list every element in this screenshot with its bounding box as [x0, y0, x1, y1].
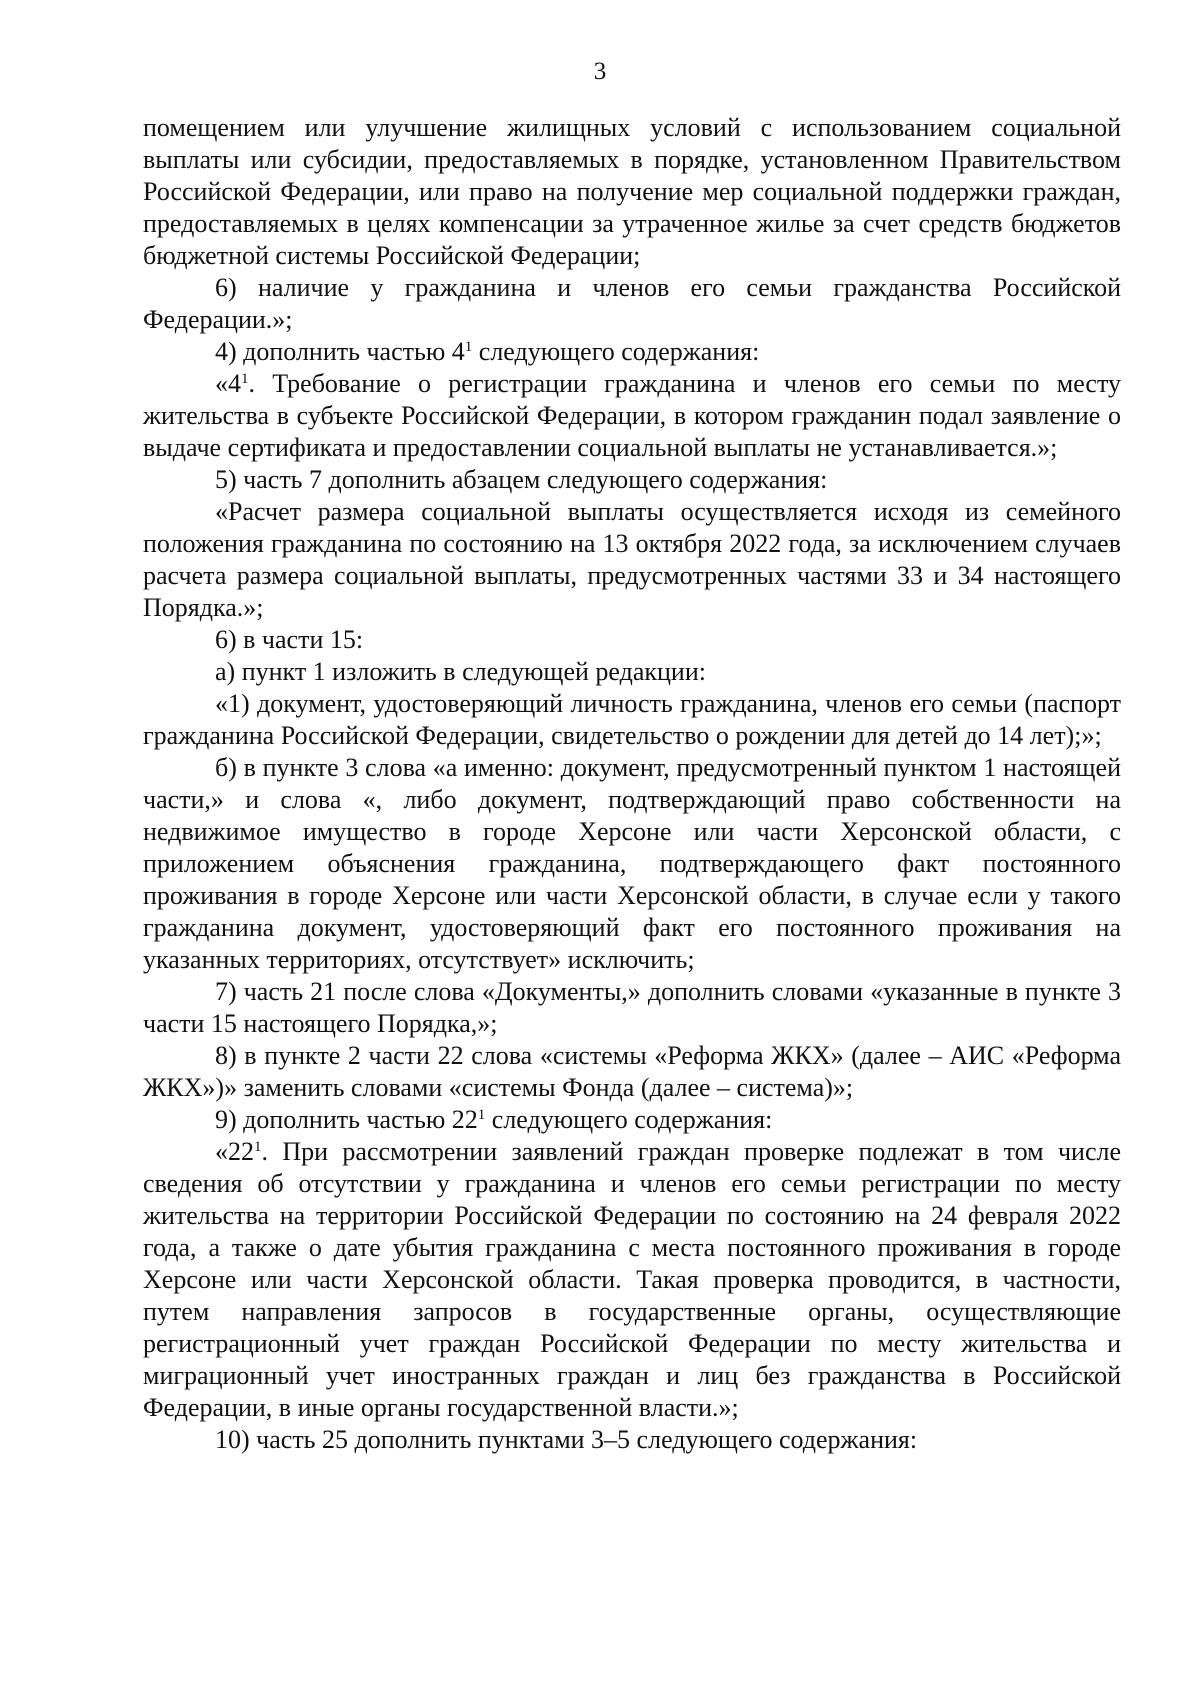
- paragraph: [143, 656, 1121, 688]
- paragraph-text: 4) дополнить частью 4: [215, 337, 465, 366]
- paragraph: [143, 112, 1121, 272]
- paragraph-text: б) в пункте 3 слова «а именно: документ, предусмотренный пунктом 1 настоящей части,» и слова «, либо документ, подтверждающий право собственности на недвижимое имущество в городе Херсоне или части Херсонской области, с приложением объяснения гражданина, подтверждающего факт постоянного проживания в городе Херсоне или части Херсонской области, в случае если у такого гражданина документ, удостоверяющий факт его постоянного проживания на указанных территориях, отсутствует» исключить;: [143, 753, 1121, 974]
- paragraph-text: 10) часть 25 дополнить пунктами 3–5 следующего содержания:: [215, 1425, 918, 1454]
- paragraph: [143, 464, 1121, 496]
- paragraph-text: а) пункт 1 изложить в следующей редакции:: [215, 657, 706, 686]
- paragraph-text: . При рассмотрении заявлений граждан проверке подлежат в том числе сведения об отсутствии у гражданина и членов его семьи регистрации по месту жительства на территории Российской Федерации по состоянию на 24 февраля 2022 года, а также о дате убытия гражданина с места постоянного проживания в городе Херсоне или части Херсонской области. Такая проверка проводится, в частности, путем направления запросов в государственные органы, осуществляющие регистрационный учет граждан Российской Федерации по месту жительства и миграционный учет иностранных граждан и лиц без гражданства в Российской Федерации, в иные органы государственной власти.»;: [143, 1137, 1121, 1422]
- paragraph-text: помещением или улучшение жилищных условий с использованием социальной выплаты или субсидии, предоставляемых в порядке, установленном Правительством Российской Федерации, или право на получение мер социальной поддержки граждан, предоставляемых в целях компенсации за утраченное жилье за счет средств бюджетов бюджетной системы Российской Федерации;: [143, 113, 1121, 270]
- superscript: 1: [477, 1107, 486, 1123]
- paragraph-text: 5) часть 7 дополнить абзацем следующего содержания:: [215, 465, 828, 494]
- paragraph-text: . Требование о регистрации гражданина и членов его семьи по месту жительства в субъекте Российской Федерации, в котором гражданин подал заявление о выдаче сертификата и предоставлении социальной выплаты не устанавливается.»;: [143, 369, 1121, 462]
- paragraph: [143, 1136, 1121, 1424]
- document-body: [143, 112, 1121, 1456]
- paragraph-text: 6) в части 15:: [215, 625, 364, 654]
- paragraph: [143, 336, 1121, 368]
- paragraph: [143, 752, 1121, 976]
- paragraph-text: «4: [215, 369, 241, 398]
- paragraph: [143, 272, 1121, 336]
- paragraph: [143, 368, 1121, 464]
- paragraph-text: 6) наличие у гражданина и членов его семьи гражданства Российской Федерации.»;: [143, 273, 1121, 334]
- paragraph: [143, 496, 1121, 624]
- page-number: 3: [593, 58, 607, 85]
- paragraph-text: «22: [215, 1137, 254, 1166]
- paragraph: [143, 1424, 1121, 1456]
- superscript: 1: [464, 339, 473, 355]
- paragraph-text: 9) дополнить частью 22: [215, 1105, 478, 1134]
- paragraph-text: «Расчет размера социальной выплаты осуществляется исходя из семейного положения гражданина по состоянию на 13 октября 2022 года, за исключением случаев расчета размера социальной выплаты, предусмотренных частями 33 и 34 настоящего Порядка.»;: [143, 497, 1121, 622]
- paragraph: [143, 976, 1121, 1040]
- paragraph: [143, 1104, 1121, 1136]
- paragraph-text: «1) документ, удостоверяющий личность гражданина, членов его семьи (паспорт гражданина Российской Федерации, свидетельство о рождении для детей до 14 лет);»;: [143, 689, 1121, 750]
- paragraph-text: следующего содержания:: [472, 337, 760, 366]
- paragraph-text: следующего содержания:: [485, 1105, 773, 1134]
- superscript: 1: [241, 371, 249, 387]
- paragraph: [143, 624, 1121, 656]
- paragraph: [143, 1040, 1121, 1104]
- paragraph-text: 7) часть 21 после слова «Документы,» дополнить словами «указанные в пункте 3 части 15 настоящего Порядка,»;: [143, 977, 1121, 1038]
- paragraph: [143, 688, 1121, 752]
- paragraph-text: 8) в пункте 2 части 22 слова «системы «Реформа ЖКХ» (далее – АИС «Реформа ЖКХ»)» заменить словами «системы Фонда (далее – система)»;: [143, 1041, 1121, 1102]
- superscript: 1: [254, 1139, 262, 1155]
